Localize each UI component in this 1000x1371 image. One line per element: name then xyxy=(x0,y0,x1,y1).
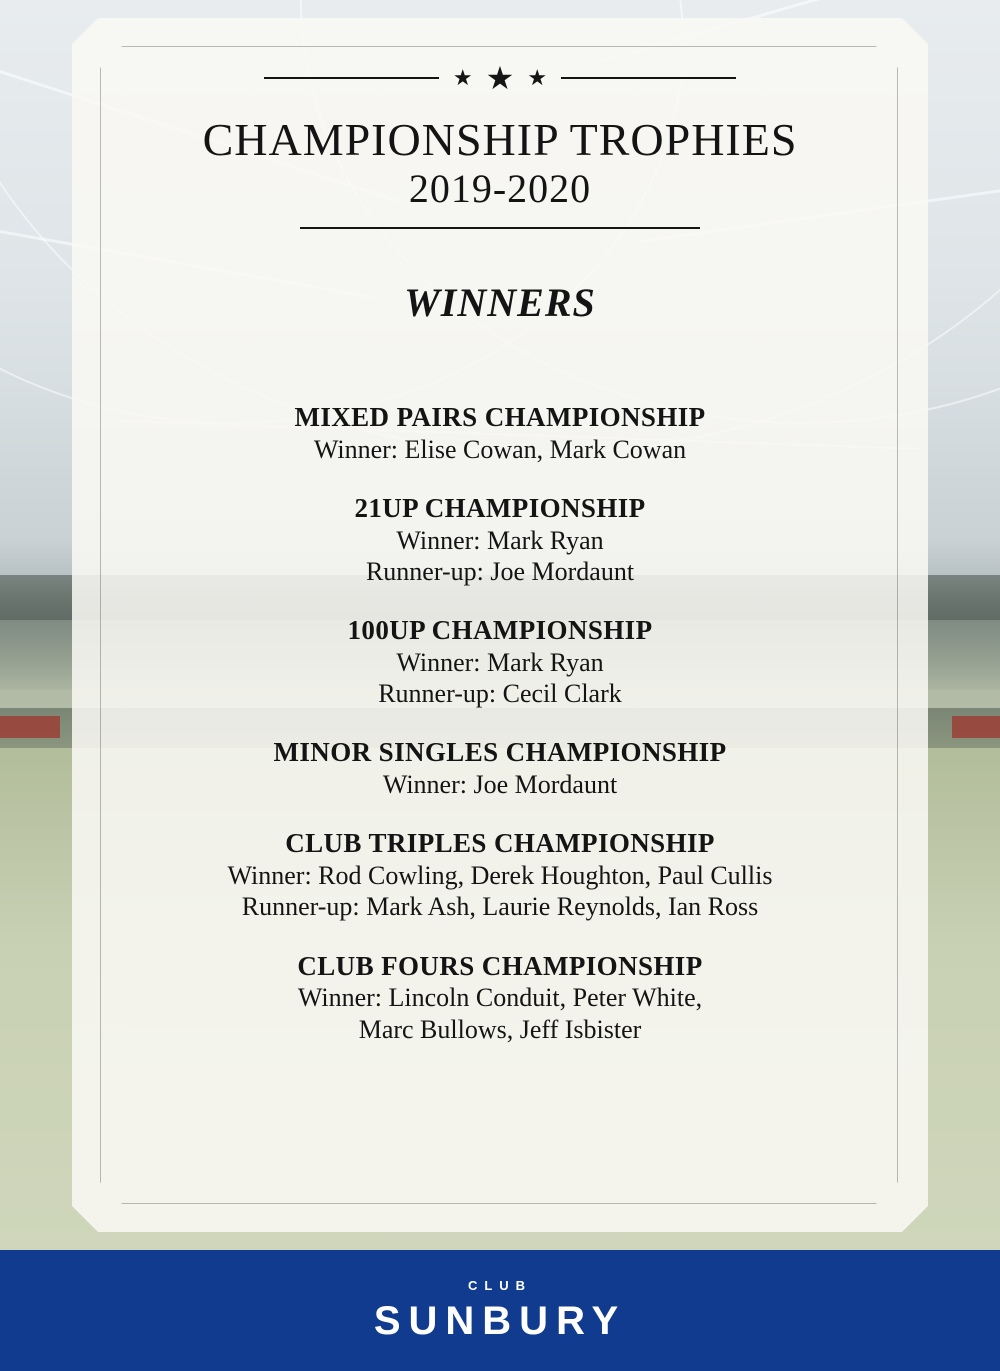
championship-result: Runner-up: Joe Mordaunt xyxy=(365,556,635,586)
championship-result: Runner-up: Mark Ash, Laurie Reynolds, Ian Ross xyxy=(241,892,759,922)
divider-line-left xyxy=(264,77,439,79)
championship-title: 100UP CHAMPIONSHIP xyxy=(347,615,653,646)
championship-result: Winner: Mark Ryan xyxy=(396,647,604,677)
footer-bar xyxy=(0,1250,1000,1371)
list-item xyxy=(72,828,928,922)
star-right-icon: ★ xyxy=(527,65,548,90)
championship-result: Marc Bullows, Jeff Isbister xyxy=(358,1014,642,1044)
rink-marker-right xyxy=(952,716,1000,738)
championship-title: 21UP CHAMPIONSHIP xyxy=(354,492,646,523)
star-left-icon: ★ xyxy=(452,65,473,90)
season-years: 2019-2020 xyxy=(408,165,592,211)
footer-club-label: CLUB xyxy=(467,1277,533,1293)
championship-result: Runner-up: Cecil Clark xyxy=(378,679,622,709)
championship-list xyxy=(72,402,928,1045)
title-underline xyxy=(300,227,700,229)
championship-result: Winner: Mark Ryan xyxy=(396,525,604,555)
championship-title: CLUB FOURS CHAMPIONSHIP xyxy=(297,950,703,981)
championship-title: MIXED PAIRS CHAMPIONSHIP xyxy=(294,401,706,432)
poster-content xyxy=(72,18,928,1232)
list-item xyxy=(72,951,928,1045)
championship-title: CLUB TRIPLES CHAMPIONSHIP xyxy=(285,828,715,859)
list-item xyxy=(72,737,928,800)
divider-line-right xyxy=(561,77,736,79)
championship-result: Winner: Rod Cowling, Derek Houghton, Paul Cullis xyxy=(227,861,773,891)
championship-title: MINOR SINGLES CHAMPIONSHIP xyxy=(273,737,727,768)
championship-result: Winner: Lincoln Conduit, Peter White, xyxy=(297,983,703,1013)
list-item xyxy=(72,402,928,465)
list-item xyxy=(72,493,928,587)
footer-club-name: SUNBURY xyxy=(373,1298,627,1343)
section-heading: WINNERS xyxy=(404,279,596,325)
star-center-icon: ★ xyxy=(485,60,515,96)
championship-result: Winner: Elise Cowan, Mark Cowan xyxy=(313,434,687,464)
star-group xyxy=(453,62,547,94)
list-item xyxy=(72,615,928,709)
page-title: CHAMPIONSHIP TROPHIES xyxy=(202,114,798,165)
rink-marker-left xyxy=(0,716,60,738)
star-divider xyxy=(72,62,928,94)
championship-result: Winner: Joe Mordaunt xyxy=(382,770,618,800)
